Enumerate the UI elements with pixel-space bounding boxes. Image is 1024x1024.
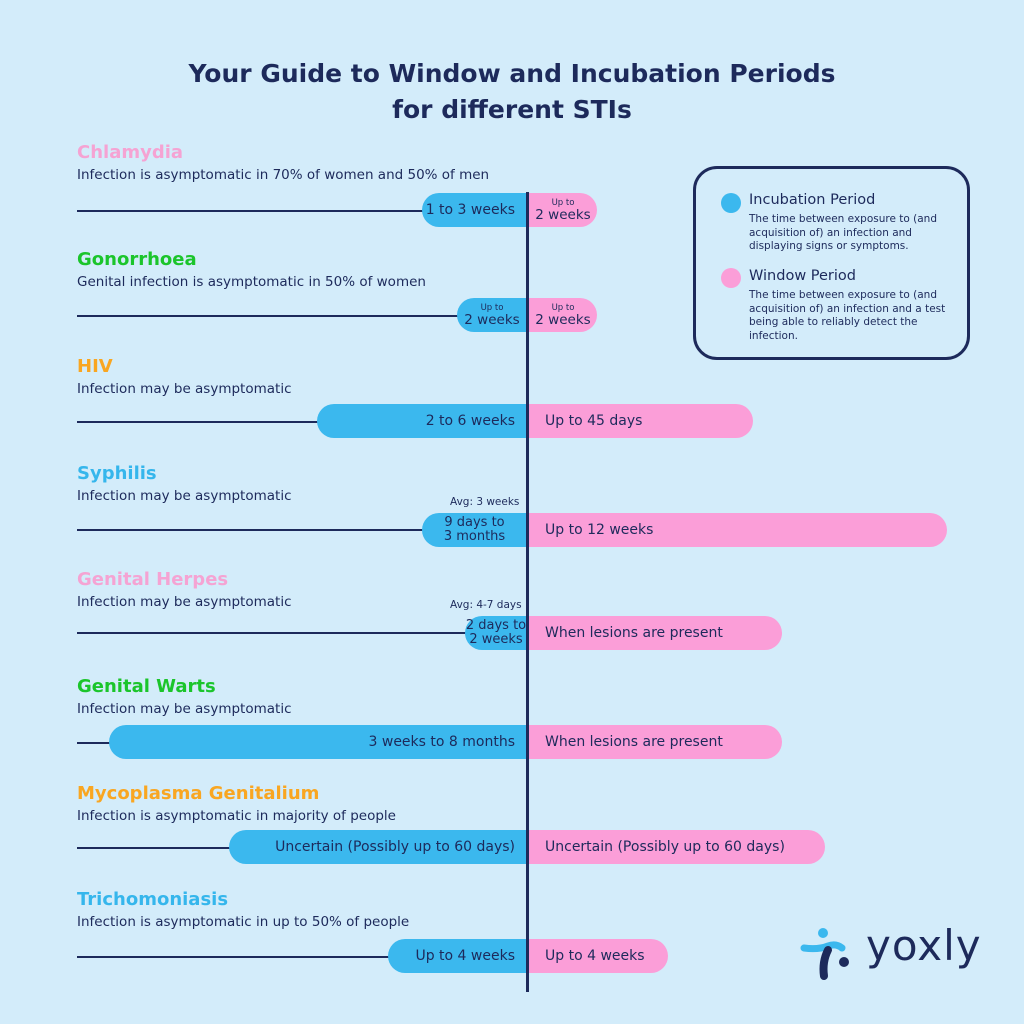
sti-name: Trichomoniasis [77,889,229,910]
window-legend-description: The time between exposure to (and acquisition of) an infection and a test being able to reliably detect the infection. [749,289,946,342]
incubation-line-1: 2 days to [465,618,527,633]
sti-name: Genital Warts [77,676,216,697]
incubation-bar-gonorrhoea [457,298,527,332]
window-up-to-label: Up to [551,302,575,313]
page-title-line-2: for different STIs [392,95,632,124]
sti-genital-warts [77,676,292,718]
sti-description: Infection is asymptomatic in up to 50% of people [77,914,410,930]
incubation-bar-genital-herpes [465,616,527,650]
timeline-track [77,847,242,849]
sti-name: Chlamydia [77,142,184,163]
sti-name: Genital Herpes [77,569,229,590]
incubation-bar-hiv: 2 to 6 weeks [317,404,527,438]
window-up-to-label: Up to [551,197,575,208]
incubation-bar-genital-warts: 3 weeks to 8 months [109,725,527,759]
timeline-track [77,315,467,317]
sti-trichomoniasis [77,889,409,931]
sti-description: Infection may be asymptomatic [77,488,292,504]
timeline-track [77,956,402,958]
sti-chlamydia [77,142,489,184]
sti-description: Infection may be asymptomatic [77,381,292,397]
sti-mycoplasma-genitalium [77,783,396,825]
incubation-value: 2 weeks [464,311,520,328]
sti-description: Infection is asymptomatic in majority of people [77,808,396,824]
incubation-bar-syphilis [422,513,527,547]
brand-name: yoxly [866,921,982,970]
sti-hiv [77,356,292,398]
window-bar-trichomoniasis: Up to 4 weeks [529,939,668,973]
sti-name: Syphilis [77,463,157,484]
sti-name: Gonorrhoea [77,249,197,270]
window-bar-chlamydia [529,193,597,227]
window-value: 2 weeks [535,206,591,223]
timeline-track [77,210,427,212]
incubation-legend-description: The time between exposure to (and acquisition of) an infection and displaying signs or symptoms. [749,213,937,252]
incubation-legend-dot [721,193,741,213]
yoxly-logo-icon [798,926,858,982]
incubation-up-to-label: Up to [480,302,504,313]
window-value: 2 weeks [535,311,591,328]
sti-description: Genital infection is asymptomatic in 50% of women [77,274,426,290]
center-axis-line [526,192,529,992]
page-title-line-1: Your Guide to Window and Incubation Periods [188,59,836,88]
window-bar-hiv: Up to 45 days [529,404,753,438]
incubation-bar-chlamydia: 1 to 3 weeks [422,193,527,227]
window-legend-title: Window Period [749,268,856,284]
sti-syphilis [77,463,292,505]
timeline-track [77,529,427,531]
incubation-legend-title: Incubation Period [749,192,876,208]
sti-description: Infection is asymptomatic in 70% of women and 50% of men [77,167,490,183]
timeline-track [77,421,327,423]
average-label: Avg: 4-7 days [450,599,522,611]
incubation-line-1: 9 days to [444,515,505,530]
window-legend-dot [721,268,741,288]
incubation-line-2: 2 weeks [469,632,523,647]
window-bar-genital-herpes: When lesions are present [529,616,782,650]
incubation-line-2: 3 months [443,529,506,544]
window-bar-mycoplasma: Uncertain (Possibly up to 60 days) [529,830,825,864]
incubation-bar-trichomoniasis: Up to 4 weeks [388,939,527,973]
sti-description: Infection may be asymptomatic [77,701,292,717]
sti-description: Infection may be asymptomatic [77,594,292,610]
legend-box [693,166,970,360]
window-bar-genital-warts: When lesions are present [529,725,782,759]
sti-name: HIV [77,356,113,377]
sti-gonorrhoea [77,249,426,291]
average-label: Avg: 3 weeks [450,496,520,508]
incubation-bar-mycoplasma: Uncertain (Possibly up to 60 days) [229,830,527,864]
sti-name: Mycoplasma Genitalium [77,783,320,804]
window-bar-gonorrhoea [529,298,597,332]
timeline-track [77,632,472,634]
sti-genital-herpes [77,569,292,611]
window-bar-syphilis: Up to 12 weeks [529,513,947,547]
